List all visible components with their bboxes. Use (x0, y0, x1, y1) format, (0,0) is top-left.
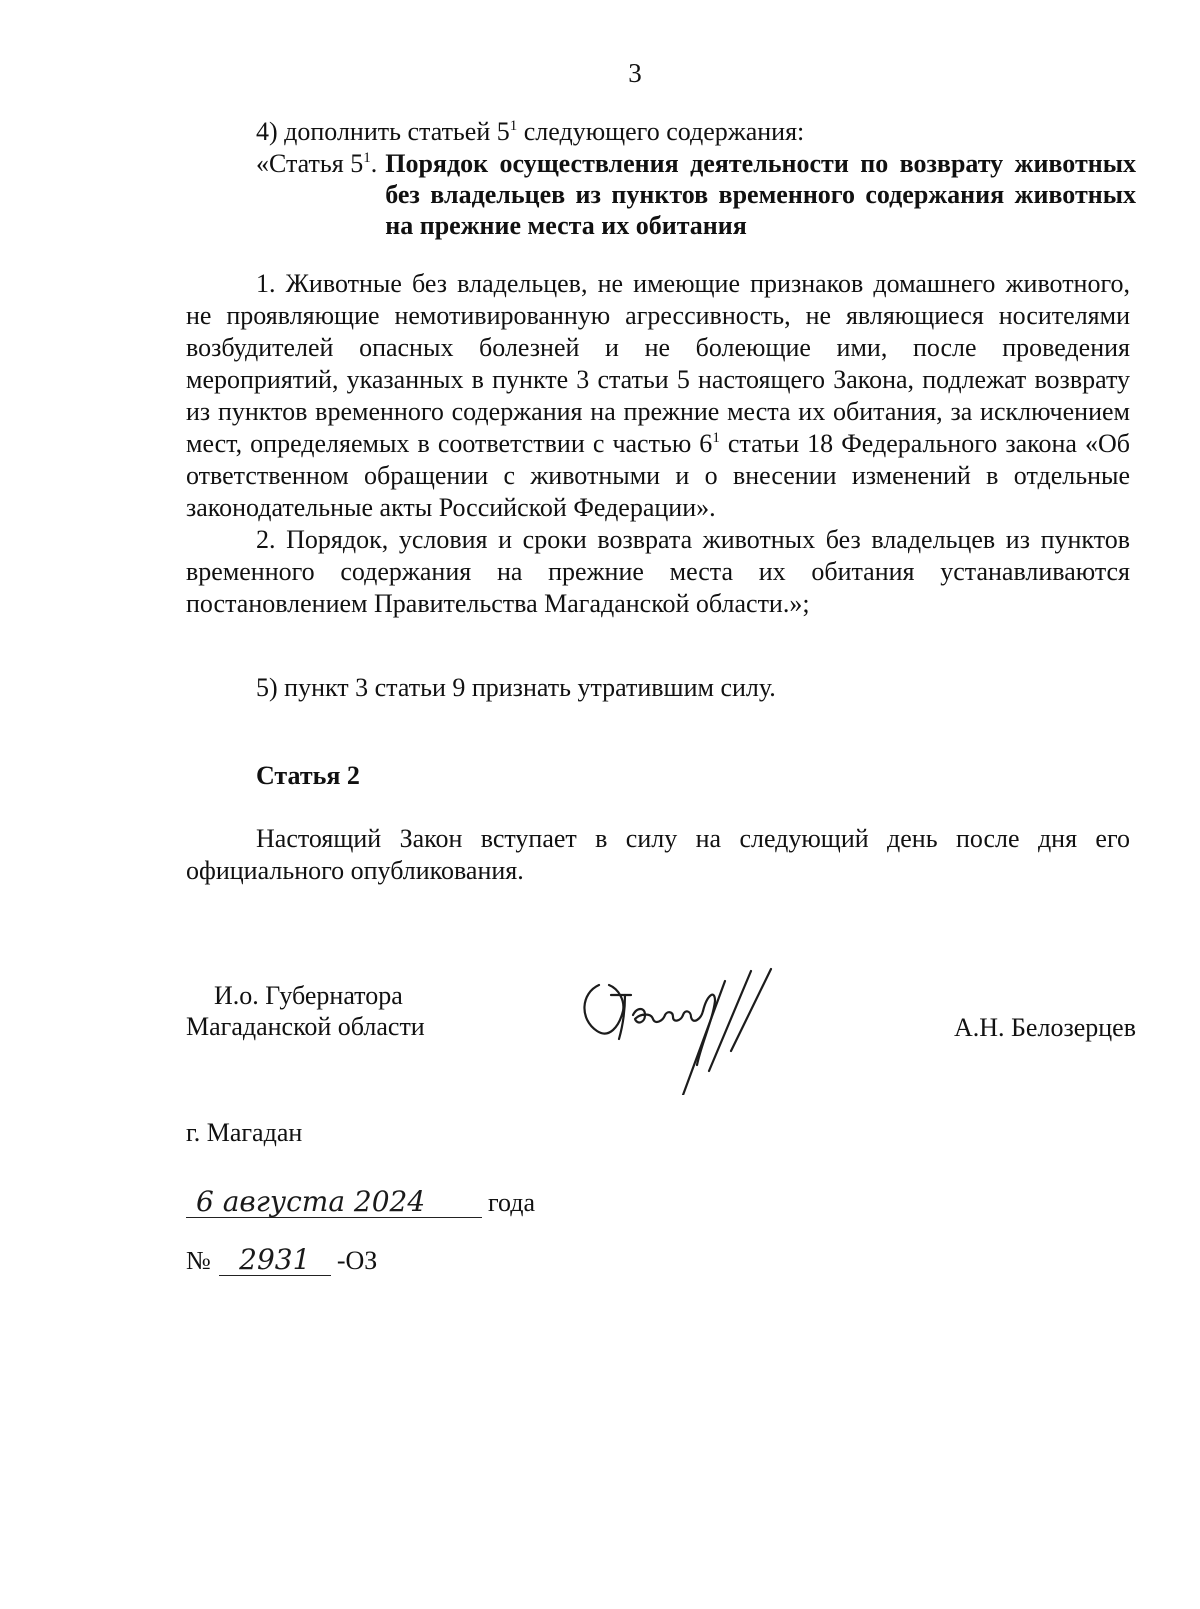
page-number: 3 (628, 58, 642, 88)
item-5-text: 5) пункт 3 статьи 9 признать утратившим силу. (256, 673, 776, 702)
date-suffix: года (488, 1188, 536, 1217)
item-4 (186, 116, 1130, 148)
paragraph-1-text: 1. Животные без владельцев, не имеющие признаков домашнего животного, не проявляющие немотивированную агрессивность, не являющиеся носителями возбудителей опасных болезней и не болеющие ими, после проведения мероприятий, указанных в пункте 3 статьи 5 настоящего Закона, подлежат возврату из пунктов временного содержания на прежние места их обитания, за исключением мест, определяемых в соответствии с частью 6 (186, 269, 1130, 458)
paragraph-2: 2. Порядок, условия и сроки возврата животных без владельцев из пунктов временного содержания на прежние места их обитания устанавливаются постановлением Правительства Магаданской области.»; (186, 525, 1130, 618)
article-5-1-title: Порядок осуществления деятельности по возврату животных без владельцев из пунктов временного содержания животных на прежние места их обитания (385, 149, 1136, 240)
number-sign: № (186, 1246, 211, 1275)
signer-position-line2: Магаданской области (186, 1012, 425, 1041)
handwritten-law-number: 2931 (219, 1245, 331, 1276)
item-4-text-end: следующего содержания: (517, 117, 805, 146)
law-number-suffix: -ОЗ (336, 1246, 378, 1275)
law-number-line (186, 1236, 377, 1276)
paragraph-1-sup: 1 (712, 430, 720, 446)
article-5-1-prefix: «Статья $5^1$. (256, 149, 378, 178)
city: г. Магадан (186, 1118, 303, 1147)
handwritten-signature (575, 955, 795, 1095)
signer-position (186, 980, 486, 1042)
article-2-text: Настоящий Закон вступает в силу на следующий день после дня его официального опубликования. (186, 824, 1130, 885)
signer-name: А.Н. Белозерцев (953, 1013, 1136, 1042)
signer-position-line1: И.о. Губернатора (214, 981, 403, 1010)
handwritten-date: 6 августа 2024 (186, 1187, 482, 1218)
item-5 (186, 672, 1130, 704)
paragraph-1 (186, 268, 1130, 620)
item-4-sup: 1 (509, 118, 518, 134)
date-line (186, 1178, 535, 1218)
article-2-body (186, 823, 1130, 887)
paragraph-1-text-end: статьи 18 Федерального закона «Об ответственном обращении с животными и о внесении изменений в отдельные законодательные акты Российской Федерации». (186, 429, 1131, 522)
article-2-title: Статья 2 (256, 761, 360, 790)
item-4-text: 4) дополнить статьей 5 (256, 117, 510, 146)
article-5-1-heading (256, 148, 1136, 241)
